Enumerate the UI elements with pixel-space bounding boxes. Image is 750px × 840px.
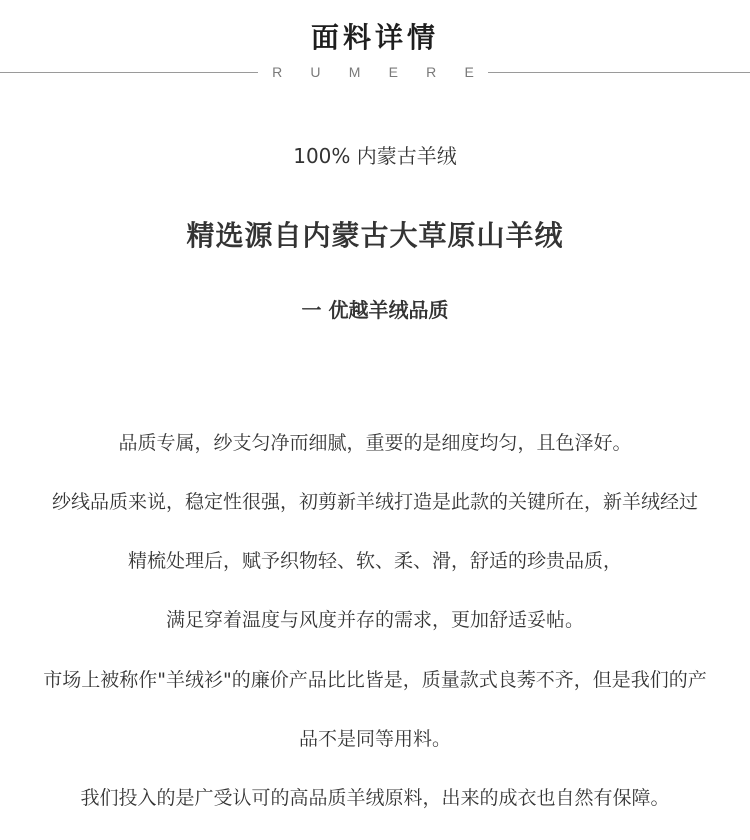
description-line: 品质专属，纱支匀净而细腻，重要的是细度均匀，且色泽好。 bbox=[118, 432, 632, 454]
headline: 精选源自内蒙古大草原山羊绒 bbox=[186, 219, 564, 252]
brand-letter: M bbox=[348, 64, 361, 80]
divider-right bbox=[488, 72, 750, 73]
material-tagline: 100% 内蒙古羊绒 bbox=[293, 144, 457, 168]
description-line: 精梳处理后，赋予织物轻、软、柔、滑，舒适的珍贵品质， bbox=[127, 550, 622, 572]
brand-subtitle bbox=[258, 63, 488, 81]
section-title: 面料详情 bbox=[310, 21, 439, 54]
brand-letter: U bbox=[310, 64, 321, 80]
divider-left bbox=[0, 72, 258, 73]
brand-letter: E bbox=[464, 64, 474, 80]
description-line: 满足穿着温度与风度并存的需求，更加舒适妥帖。 bbox=[165, 609, 584, 631]
brand-letter: R bbox=[272, 64, 283, 80]
subheadline: 一 优越羊绒品质 bbox=[301, 298, 449, 322]
description-line: 我们投入的是广受认可的高品质羊绒原料，出来的成衣也自然有保障。 bbox=[80, 787, 670, 809]
description-line: 市场上被称作"羊绒衫"的廉价产品比比皆是，质量款式良莠不齐，但是我们的产 bbox=[43, 669, 707, 691]
description-line: 品不是同等用料。 bbox=[298, 728, 451, 750]
brand-letter: R bbox=[426, 64, 437, 80]
description-line: 纱线品质来说，稳定性很强，初剪新羊绒打造是此款的关键所在，新羊绒经过 bbox=[51, 491, 698, 513]
brand-letter: E bbox=[388, 64, 398, 80]
